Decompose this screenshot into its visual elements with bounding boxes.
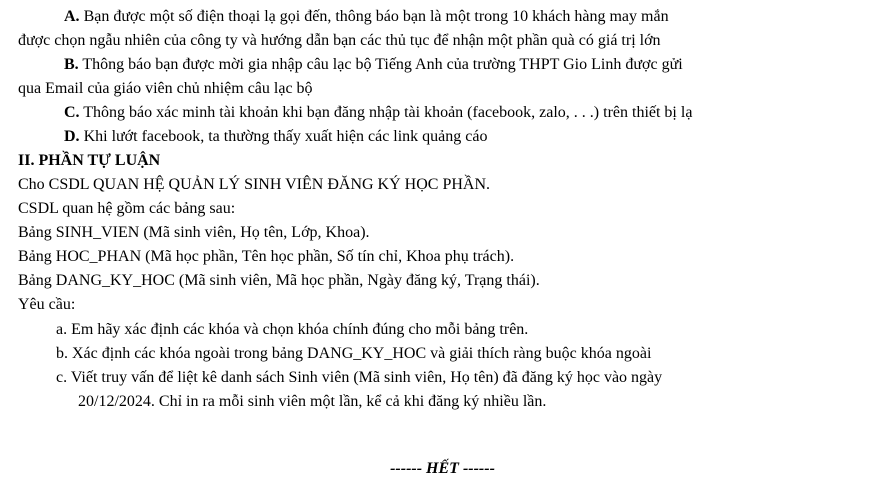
option-c-line1 — [64, 102, 692, 124]
requirement-b: b. Xác định các khóa ngoài trong bảng DANG_KY_HOC và giải thích ràng buộc khóa ngoài — [56, 345, 652, 362]
option-c-letter: C. — [64, 104, 80, 121]
option-c-text: Thông báo xác minh tài khoản khi bạn đăng nhập tài khoản (facebook, zalo, . . .) trên thiết bị lạ — [79, 104, 693, 121]
table-dang-ky-hoc: Bảng DANG_KY_HOC (Mã sinh viên, Mã học phần, Ngày đăng ký, Trạng thái). — [18, 272, 540, 289]
option-d-letter: D. — [64, 128, 80, 145]
table-sinh-vien: Bảng SINH_VIEN (Mã sinh viên, Họ tên, Lớp, Khoa). — [18, 224, 370, 241]
requirements-label: Yêu cầu: — [18, 296, 76, 313]
end-mark: ------ HẾT ------ — [390, 460, 495, 477]
option-a-line2: được chọn ngẫu nhiên của công ty và hướng dẫn bạn các thủ tục để nhận một phần quà có giá trị lớn — [18, 32, 661, 49]
option-a-text: Bạn được một số điện thoại lạ gọi đến, thông báo bạn là một trong 10 khách hàng may mắn — [79, 8, 669, 25]
option-d-line1 — [64, 126, 487, 148]
requirement-c: c. Viết truy vấn để liệt kê danh sách Sinh viên (Mã sinh viên, Họ tên) đã đăng ký học vào ngày — [56, 369, 663, 386]
option-d-text: Khi lướt facebook, ta thường thấy xuất hiện các link quảng cáo — [79, 128, 488, 145]
section-heading: II. PHẦN TỰ LUẬN — [18, 152, 161, 169]
intro-line-2: CSDL quan hệ gồm các bảng sau: — [18, 200, 236, 217]
table-hoc-phan: Bảng HOC_PHAN (Mã học phần, Tên học phần, Số tín chỉ, Khoa phụ trách). — [18, 248, 515, 265]
requirement-a: a. Em hãy xác định các khóa và chọn khóa chính đúng cho mỗi bảng trên. — [56, 321, 529, 338]
intro-line-1: Cho CSDL QUAN HỆ QUẢN LÝ SINH VIÊN ĐĂNG KÝ HỌC PHẦN. — [18, 176, 490, 193]
option-b-line1 — [64, 54, 683, 76]
option-b-text: Thông báo bạn được mời gia nhập câu lạc bộ Tiếng Anh của trường THPT Gio Linh được gửi — [78, 56, 683, 73]
option-b-line2: qua Email của giáo viên chủ nhiệm câu lạc bộ — [18, 80, 313, 97]
option-a-letter: A. — [64, 8, 80, 25]
requirement-c-continuation: 20/12/2024. Chỉ in ra mỗi sinh viên một lần, kể cả khi đăng ký nhiều lần. — [78, 393, 547, 410]
option-b-letter: B. — [64, 56, 79, 73]
option-a-line1 — [64, 6, 669, 28]
